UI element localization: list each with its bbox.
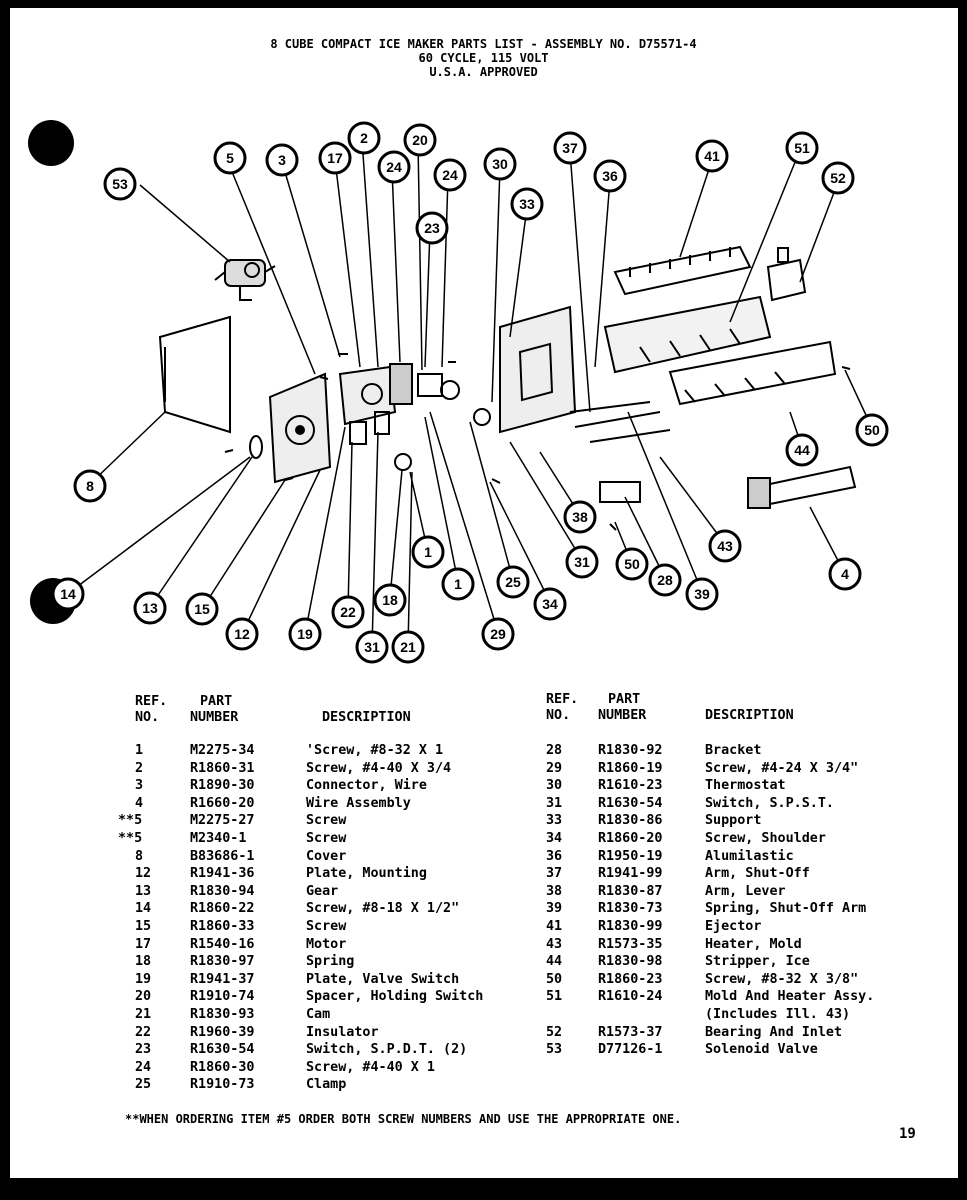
callout-number: 29: [490, 626, 506, 642]
callout-bubbles: [53, 123, 887, 662]
leader-lines: [70, 140, 872, 647]
left-ref-line1: REF.: [135, 694, 168, 709]
description-cell: Screw, #4-24 X 3/4": [705, 760, 859, 776]
description-cell: Mold And Heater Assy.: [705, 989, 875, 1005]
ref-cell: 20: [135, 989, 152, 1005]
ref-cell: 23: [135, 1042, 152, 1058]
ref-cell: 3: [135, 778, 144, 794]
callout-15: [187, 594, 217, 624]
page-title: 8 CUBE COMPACT ICE MAKER PARTS LIST - ASSEMBLY NO. D75571-4: [270, 37, 697, 51]
left-ref-line2: NO.: [135, 710, 160, 725]
right-col-header-ref: [546, 692, 578, 724]
right-ref-line1: REF.: [546, 692, 579, 707]
left-part-line1: PART: [200, 694, 233, 709]
callout-number: 4: [841, 566, 849, 582]
callout-34: [535, 589, 565, 619]
callout-30: [485, 149, 515, 179]
gear-drawing: [250, 436, 262, 458]
part-number-cell: R1910-74: [190, 989, 255, 1005]
ref-cell: 12: [135, 866, 152, 882]
callout-44: [787, 435, 817, 465]
callout-38: [565, 502, 595, 532]
ref-cell: 14: [135, 901, 152, 917]
callout-8: [75, 471, 105, 501]
part-number-cell: R1830-98: [598, 954, 663, 970]
part-number-cell: R1630-54: [598, 795, 663, 811]
callout-number: 34: [542, 596, 558, 612]
left-col-header-part: [190, 694, 238, 726]
part-number-cell: R1610-24: [598, 989, 663, 1005]
description-cell: Spring: [306, 954, 355, 970]
part-number-cell: D77126-1: [598, 1042, 663, 1058]
ref-cell: 41: [546, 919, 563, 934]
ref-cell: 44: [546, 954, 563, 970]
support-drawing: [474, 307, 575, 432]
right-col-header-description: DESCRIPTION: [705, 708, 794, 723]
description-cell: Alumilastic: [705, 848, 794, 864]
callout-25: [498, 567, 528, 597]
bearing-inlet-drawing: [768, 248, 805, 300]
callout-36: [595, 161, 625, 191]
callout-number: 1: [454, 576, 462, 592]
callout-33: [512, 189, 542, 219]
description-cell: Stripper, Ice: [705, 954, 810, 970]
callout-17: [320, 143, 350, 173]
callout-50: [857, 415, 887, 445]
callout-1: [413, 537, 443, 567]
right-part-line1: PART: [608, 692, 641, 707]
part-number-cell: R1830-87: [598, 883, 663, 899]
ref-cell: 51: [546, 989, 563, 1005]
description-cell: Switch, S.P.D.T. (2): [306, 1042, 468, 1058]
callout-number: 22: [340, 604, 356, 620]
callout-number: 37: [562, 140, 578, 156]
callout-number: 31: [574, 554, 590, 570]
description-cell: Bracket: [705, 743, 762, 758]
callout-39: [687, 579, 717, 609]
callout-4: [830, 559, 860, 589]
description-cell: Gear: [306, 883, 339, 899]
callout-5: [215, 143, 245, 173]
callout-43: [710, 531, 740, 561]
ref-cell: 30: [546, 778, 563, 794]
description-cell: Screw: [306, 919, 347, 934]
left-col-header-description: DESCRIPTION: [322, 710, 411, 725]
callout-number: 43: [717, 538, 733, 554]
ref-cell: 29: [546, 760, 563, 776]
part-number-cell: M2275-27: [190, 813, 255, 829]
callout-3: [267, 145, 297, 175]
part-number-cell: R1860-23: [598, 971, 663, 987]
part-number-cell: R1950-19: [598, 848, 663, 864]
ref-cell: 2: [135, 760, 144, 776]
callout-number: 41: [704, 148, 720, 164]
part-number-cell: R1860-31: [190, 760, 255, 776]
right-col-header-part: [598, 692, 646, 724]
ref-cell: 15: [135, 919, 152, 934]
part-number-cell: R1830-97: [190, 954, 255, 970]
description-cell: Ejector: [705, 919, 762, 934]
callout-24: [435, 160, 465, 190]
left-col-header-ref: [135, 694, 167, 726]
part-number-cell: R1860-30: [190, 1059, 255, 1075]
ref-cell: 34: [546, 831, 563, 846]
callout-51: [787, 133, 817, 163]
wire-assembly-drawing: [748, 467, 855, 508]
callout-number: 17: [327, 150, 343, 166]
part-number-cell: R1941-37: [190, 971, 255, 987]
callout-number: 23: [424, 220, 440, 236]
part-number-cell: R1941-36: [190, 866, 255, 882]
description-cell: Screw, #4-40 X 1: [306, 1059, 435, 1075]
ref-cell: 13: [135, 883, 152, 899]
ref-cell: 31: [546, 795, 563, 811]
ref-cell: 8: [135, 848, 144, 864]
scan-border-top: [0, 0, 967, 8]
description-cell: Connector, Wire: [306, 778, 427, 794]
callout-number: 39: [694, 586, 710, 602]
ref-cell: 21: [135, 1007, 152, 1022]
callout-number: 18: [382, 592, 398, 608]
callout-31: [567, 547, 597, 577]
ref-cell: 53: [546, 1042, 563, 1058]
callout-number: 21: [400, 639, 416, 655]
callout-41: [697, 141, 727, 171]
ref-cell: 37: [546, 866, 563, 882]
description-cell: 'Screw, #8-32 X 1: [306, 743, 444, 758]
callout-number: 2: [360, 130, 368, 146]
parts-table: [0, 690, 967, 1110]
callout-number: 24: [442, 167, 458, 183]
description-cell: Heater, Mold: [705, 936, 802, 952]
callout-50: [617, 549, 647, 579]
description-cell: Plate, Mounting: [306, 866, 427, 882]
callout-18: [375, 585, 405, 615]
description-cell: Switch, S.P.S.T.: [705, 795, 834, 811]
callout-number: 19: [297, 626, 313, 642]
description-cell: (Includes Ill. 43): [705, 1007, 851, 1022]
callout-53: [105, 169, 135, 199]
callout-20: [405, 125, 435, 155]
ref-cell: **5: [118, 831, 143, 846]
part-number-cell: R1660-20: [190, 795, 255, 811]
part-number-cell: R1860-19: [598, 760, 663, 776]
callout-2: [349, 123, 379, 153]
callout-14: [53, 579, 83, 609]
callout-number: 1: [424, 544, 432, 560]
part-number-cell: R1860-33: [190, 919, 255, 934]
part-number-cell: R1830-86: [598, 813, 663, 829]
part-number-cell: B83686-1: [190, 848, 255, 864]
callout-number: 28: [657, 572, 673, 588]
callout-19: [290, 619, 320, 649]
description-cell: Arm, Lever: [705, 883, 786, 899]
ref-cell: 36: [546, 848, 563, 864]
description-cell: Spring, Shut-Off Arm: [705, 901, 867, 917]
motor-cluster-drawing: [340, 364, 459, 470]
page-subtitle-voltage: 60 CYCLE, 115 VOLT: [418, 51, 549, 65]
ref-cell: 1: [135, 743, 144, 758]
right-ref-line2: NO.: [546, 708, 571, 723]
solenoid-valve-drawing: [215, 260, 275, 300]
callout-number: 51: [794, 140, 810, 156]
mold-ejector-drawing: [605, 247, 835, 404]
part-number-cell: R1540-16: [190, 936, 255, 952]
callout-1: [443, 569, 473, 599]
callout-23: [417, 213, 447, 243]
callout-29: [483, 619, 513, 649]
description-cell: Screw, #8-18 X 1/2": [306, 901, 460, 917]
callout-number: 5: [226, 150, 234, 166]
part-number-cell: R1830-93: [190, 1007, 255, 1022]
description-cell: Cam: [306, 1007, 331, 1022]
ref-cell: 4: [135, 795, 144, 811]
callout-number: 20: [412, 132, 428, 148]
ref-cell: 18: [135, 954, 152, 970]
callout-28: [650, 565, 680, 595]
description-cell: Clamp: [306, 1077, 347, 1093]
description-cell: Screw: [306, 813, 347, 829]
callout-number: 53: [112, 176, 128, 192]
description-cell: Cover: [306, 848, 347, 864]
description-cell: Spacer, Holding Switch: [306, 989, 484, 1005]
description-cell: Plate, Valve Switch: [306, 971, 460, 987]
description-cell: Insulator: [306, 1024, 379, 1040]
callout-number: 8: [86, 478, 94, 494]
part-number-cell: R1890-30: [190, 778, 255, 794]
part-number-cell: R1910-73: [190, 1077, 255, 1093]
page-number: 19: [899, 1126, 916, 1142]
callout-number: 33: [519, 196, 535, 212]
left-part-line2: NUMBER: [190, 710, 239, 725]
part-number-cell: M2340-1: [190, 831, 247, 846]
part-number-cell: R1630-54: [190, 1042, 255, 1058]
part-number-cell: M2275-34: [190, 743, 255, 758]
callout-52: [823, 163, 853, 193]
part-number-cell: R1573-37: [598, 1024, 663, 1040]
part-number-cell: R1860-22: [190, 901, 255, 917]
callout-number: 15: [194, 601, 210, 617]
ref-cell: 52: [546, 1024, 563, 1040]
scan-border-bottom: [0, 1178, 967, 1200]
right-part-line2: NUMBER: [598, 708, 647, 723]
callout-number: 52: [830, 170, 846, 186]
exploded-parts-diagram: [30, 112, 940, 672]
part-number-cell: R1830-92: [598, 743, 663, 758]
ref-cell: 22: [135, 1024, 152, 1040]
part-number-cell: R1610-23: [598, 778, 663, 794]
ref-cell: 50: [546, 971, 563, 987]
description-cell: Arm, Shut-Off: [705, 866, 810, 882]
heater-drawing: [570, 402, 670, 502]
callout-24: [379, 152, 409, 182]
description-cell: Wire Assembly: [306, 795, 411, 811]
part-number-cell: R1830-99: [598, 919, 663, 934]
part-number-cell: R1860-20: [598, 831, 663, 846]
ref-cell: 33: [546, 813, 563, 829]
callout-22: [333, 597, 363, 627]
ref-cell: 25: [135, 1077, 152, 1093]
callout-37: [555, 133, 585, 163]
description-cell: Screw, #4-40 X 3/4: [306, 760, 452, 776]
ref-cell: 38: [546, 883, 563, 899]
callout-31: [357, 632, 387, 662]
description-cell: Screw: [306, 831, 347, 846]
part-number-cell: R1941-99: [598, 866, 663, 882]
callout-13: [135, 593, 165, 623]
cover-drawing: [160, 317, 230, 432]
part-number-cell: R1573-35: [598, 936, 663, 952]
ref-cell: **5: [118, 813, 143, 829]
ref-cell: 39: [546, 901, 563, 917]
description-cell: Screw, Shoulder: [705, 831, 826, 846]
ref-cell: 43: [546, 936, 563, 952]
callout-number: 36: [602, 168, 618, 184]
ordering-footnote: **WHEN ORDERING ITEM #5 ORDER BOTH SCREW NUMBERS AND USE THE APPROPRIATE ONE.: [125, 1112, 682, 1126]
callout-number: 24: [386, 159, 402, 175]
description-cell: Screw, #8-32 X 3/8": [705, 971, 859, 987]
page-subtitle-approval: U.S.A. APPROVED: [429, 65, 538, 79]
callout-number: 50: [624, 556, 640, 572]
diagram-parts: [160, 247, 855, 530]
callout-number: 30: [492, 156, 508, 172]
callout-21: [393, 632, 423, 662]
description-cell: Bearing And Inlet: [705, 1024, 843, 1040]
callout-number: 12: [234, 626, 250, 642]
mounting-plate-drawing: [270, 374, 330, 482]
callout-number: 31: [364, 639, 380, 655]
description-cell: Solenoid Valve: [705, 1042, 818, 1058]
callout-number: 13: [142, 600, 158, 616]
ref-cell: 24: [135, 1059, 152, 1075]
part-number-cell: R1960-39: [190, 1024, 255, 1040]
ref-cell: 28: [546, 743, 563, 758]
part-number-cell: R1830-73: [598, 901, 663, 917]
description-cell: Motor: [306, 936, 347, 952]
callout-number: 14: [60, 586, 76, 602]
callout-number: 38: [572, 509, 588, 525]
part-number-cell: R1830-94: [190, 883, 255, 899]
ref-cell: 17: [135, 936, 152, 952]
description-cell: Thermostat: [705, 778, 786, 794]
callout-12: [227, 619, 257, 649]
ref-cell: 19: [135, 971, 152, 987]
description-cell: Support: [705, 813, 762, 829]
callout-number: 44: [794, 442, 810, 458]
callout-number: 50: [864, 422, 880, 438]
callout-number: 25: [505, 574, 521, 590]
callout-number: 3: [278, 152, 286, 168]
